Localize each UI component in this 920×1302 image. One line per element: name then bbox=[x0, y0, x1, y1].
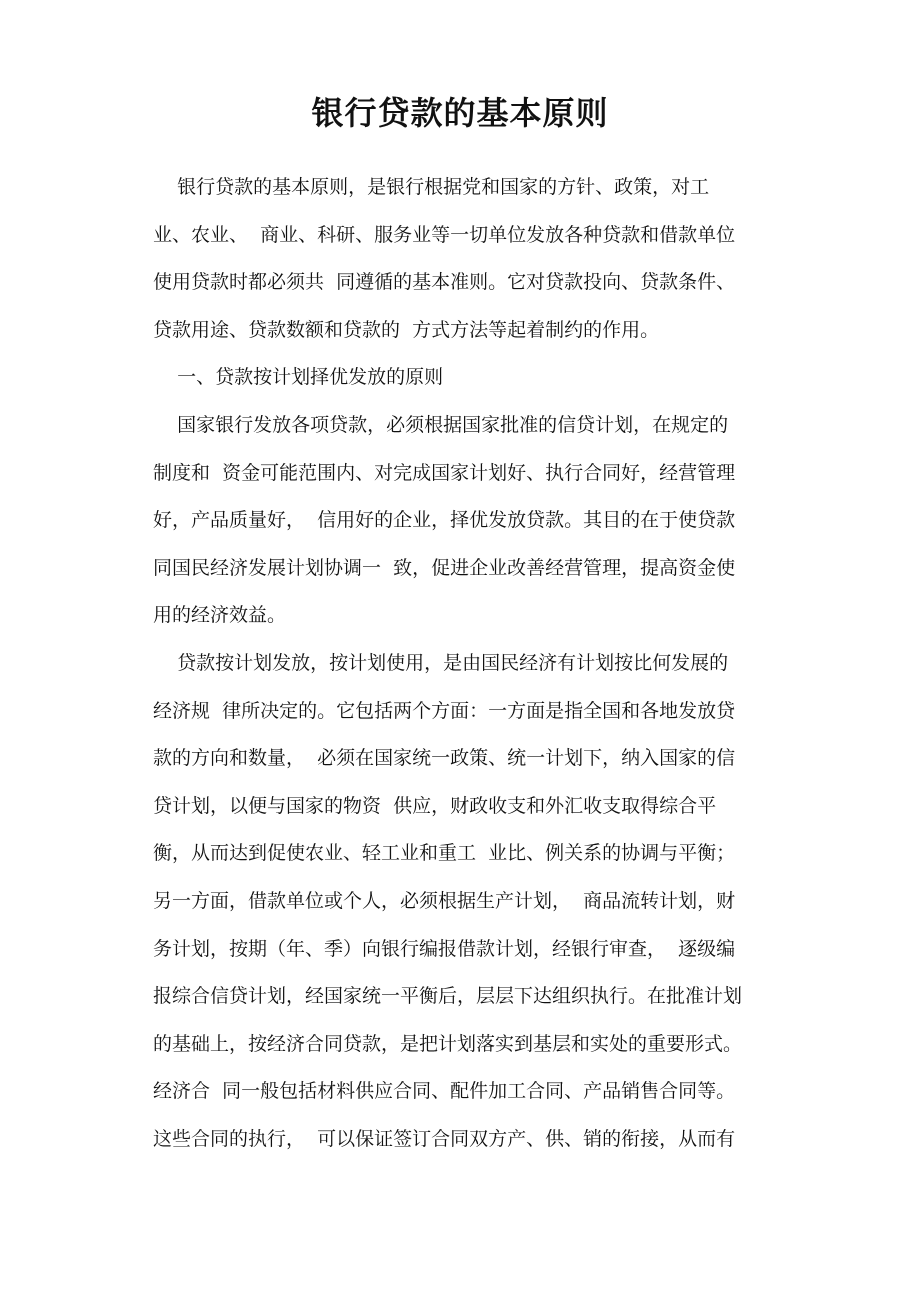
body-line: 的基础上，按经济合同贷款，是把计划落实到基层和实处的重要形式。 bbox=[153, 1032, 743, 1055]
section-heading: 一、贷款按计划择优发放的原则 bbox=[153, 366, 444, 389]
body-line: 另一方面，借款单位或个人，必须根据生产计划， 商品流转计划，财 bbox=[153, 889, 736, 912]
body-line: 好，产品质量好， 信用好的企业，择优发放贷款。其目的在于使贷款 bbox=[153, 509, 736, 532]
body-line: 贷款按计划发放，按计划使用，是由国民经济有计划按比何发展的 bbox=[153, 651, 729, 674]
document-title: 银行贷款的基本原则 bbox=[311, 94, 609, 132]
body-line: 经济规 律所决定的。它包括两个方面：一方面是指全国和各地发放贷 bbox=[153, 699, 736, 722]
body-line: 款的方向和数量， 必须在国家统一政策、统一计划下，纳入国家的信 bbox=[153, 747, 736, 770]
body-line: 衡，从而达到促使农业、轻工业和重工 业比、例关系的协调与平衡； bbox=[153, 842, 736, 865]
body-line: 业、农业、 商业、科研、服务业等一切单位发放各种贷款和借款单位 bbox=[153, 223, 736, 246]
body-line: 贷计划，以便与国家的物资 供应，财政收支和外汇收支取得综合平 bbox=[153, 794, 717, 817]
body-line: 银行贷款的基本原则，是银行根据党和国家的方针、政策，对工 bbox=[153, 176, 710, 198]
body-line: 报综合信贷计划，经国家统一平衡后，层层下达组织执行。在批准计划 bbox=[153, 985, 743, 1008]
body-line: 经济合 同一般包括材料供应合同、配件加工合同、产品销售合同等。 bbox=[153, 1080, 736, 1103]
document-body bbox=[153, 164, 793, 1163]
body-line: 这些合同的执行， 可以保证签订合同双方产、供、销的衔接，从而有 bbox=[153, 1127, 736, 1150]
body-line: 使用贷款时都必须共 同遵循的基本准则。它对贷款投向、贷款条件、 bbox=[153, 271, 736, 294]
body-line: 贷款用途、贷款数额和贷款的 方式方法等起着制约的作用。 bbox=[153, 318, 660, 341]
body-line: 用的经济效益。 bbox=[153, 604, 287, 627]
body-line: 务计划，按期（年、季）向银行编报借款计划，经银行审查， 逐级编 bbox=[153, 937, 736, 960]
body-line: 同国民经济发展计划协调一 致，促进企业改善经营管理，提高资金使 bbox=[153, 556, 736, 579]
body-line: 制度和 资金可能范围内、对完成国家计划好、执行合同好，经营管理 bbox=[153, 461, 736, 484]
body-line: 国家银行发放各项贷款，必须根据国家批准的信贷计划，在规定的 bbox=[153, 413, 729, 436]
